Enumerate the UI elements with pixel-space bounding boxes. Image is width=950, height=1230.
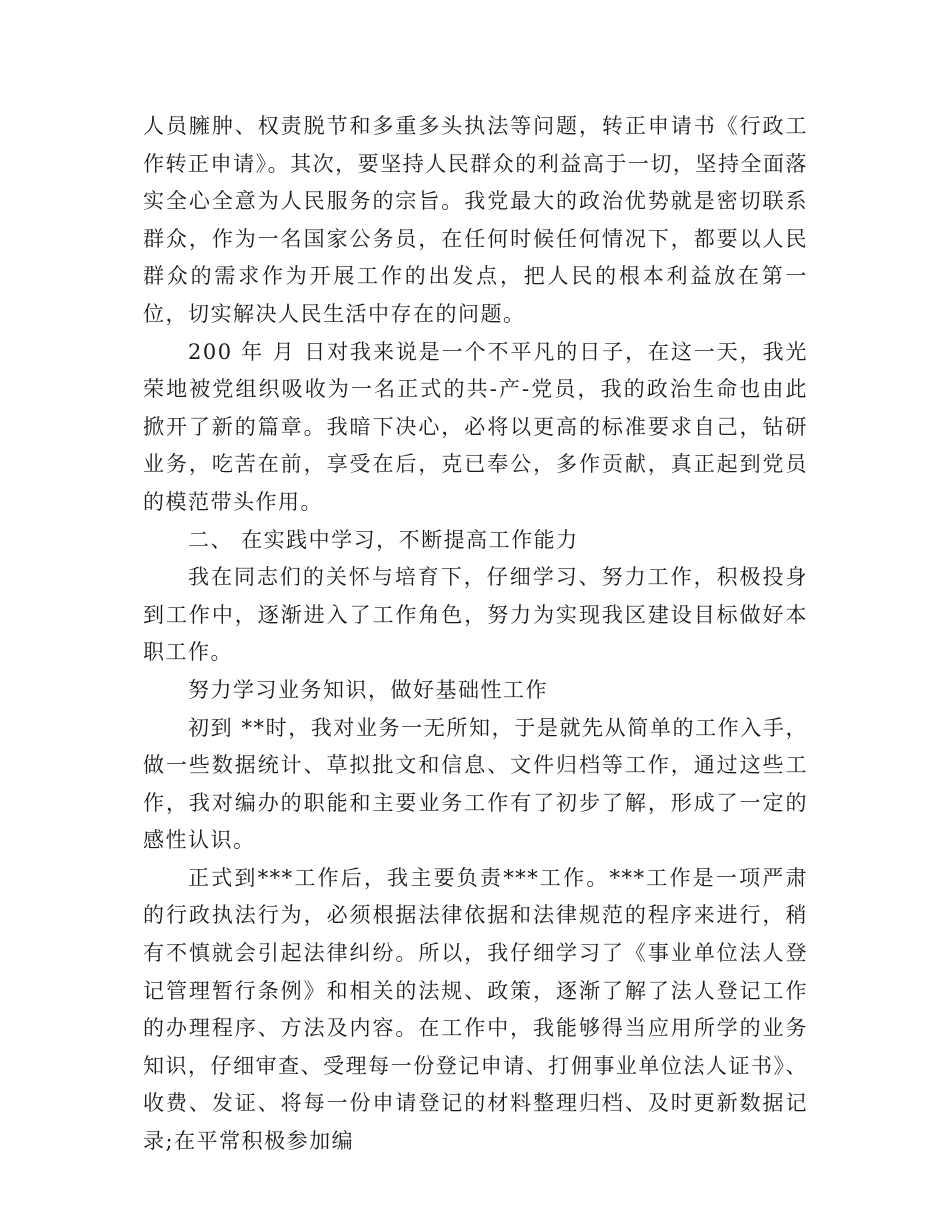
paragraph: 200 年 月 日对我来说是一个不平凡的日子，在这一天，我光荣地被党组织吸收为一名正式的共-产-党员，我的政治生命也由此掀开了新的篇章。我暗下决心，必将以更高的标准要求自己，钻研业务，吃苦在前，享受在后，克已奉公，多作贡献，真正起到党员的模范带头作用。 [143, 339, 808, 514]
paragraph: 人员臃肿、权责脱节和多重多头执法等问题，转正申请书《行政工作转正申请》。其次，要坚持人民群众的利益高于一切，坚持全面落实全心全意为人民服务的宗旨。我党最大的政治优势就是密切联系群众，作为一名国家公务员，在任何时候任何情况下，都要以人民群众的需求作为开展工作的出发点，把人民的根本利益放在第一位，切实解决人民生活中存在的问题。 [143, 114, 808, 326]
section-heading: 二、 在实践中学习，不断提高工作能力 [188, 527, 579, 552]
paragraph: 初到 **时，我对业务一无所知，于是就先从简单的工作入手，做一些数据统计、草拟批文和信息、文件归档等工作，通过这些工作，我对编办的职能和主要业务工作有了初步了解，形成了一定的感性认识。 [143, 715, 808, 853]
subsection-heading: 努力学习业务知识，做好基础性工作 [188, 677, 548, 702]
document-body [143, 108, 808, 1161]
paragraph: 我在同志们的关怀与培育下，仔细学习、努力工作，积极投身到工作中，逐渐进入了工作角色，努力为实现我区建设目标做好本职工作。 [143, 565, 808, 665]
paragraph: 正式到***工作后，我主要负责***工作。***工作是一项严肃的行政执法行为，必须根据法律依据和法律规范的程序来进行，稍有不慎就会引起法律纠纷。所以，我仔细学习了《事业单位法人登记管理暂行条例》和相关的法规、政策，逐渐了解了法人登记工作的办理程序、方法及内容。在工作中，我能够得当应用所学的业务知识，仔细审查、受理每一份登记申请、打佣事业单位法人证书》、收费、发证、将每一份申请登记的材料整理归档、及时更新数据记录;在平常积极参加编 [143, 865, 808, 1154]
